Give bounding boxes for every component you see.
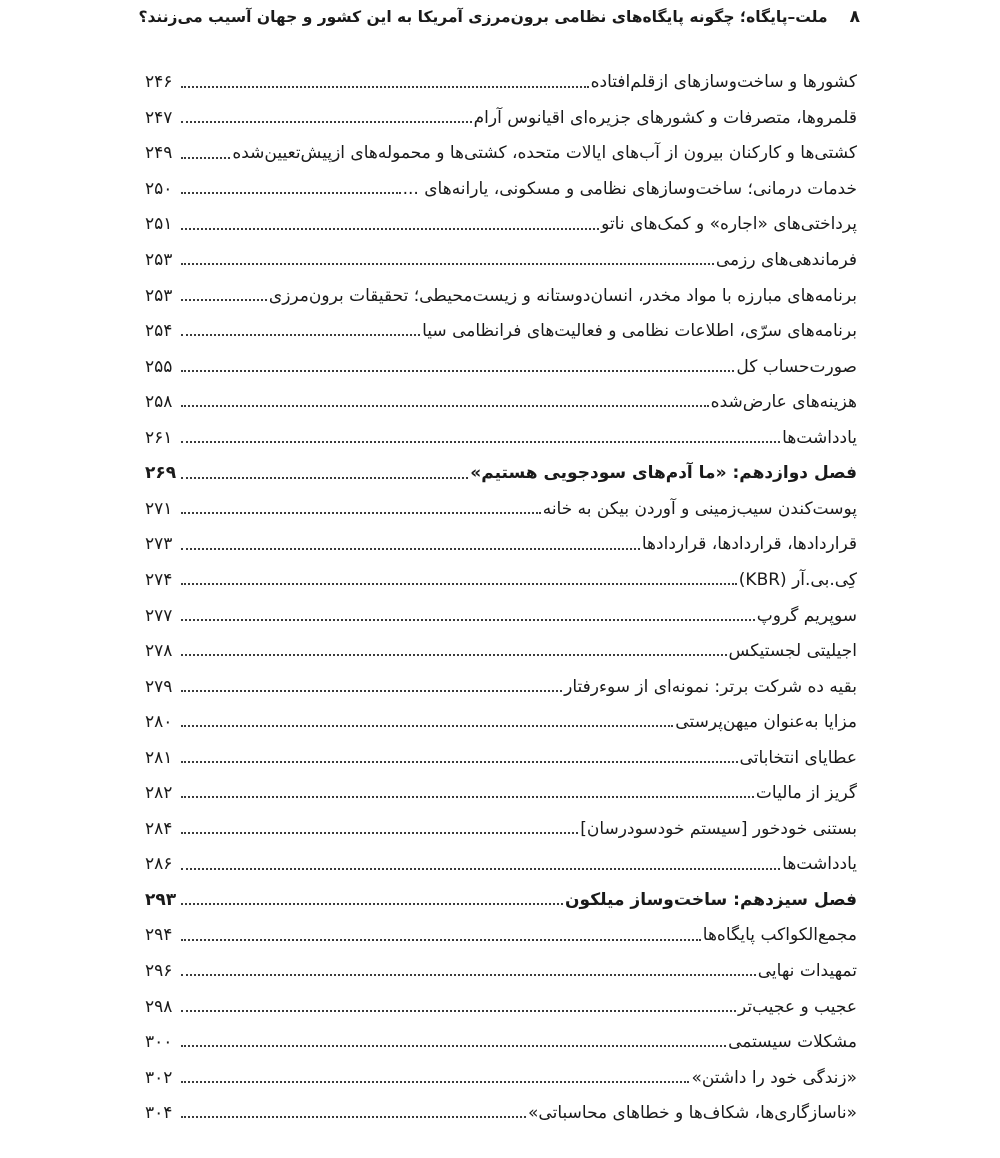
dot-leader: [181, 192, 401, 194]
toc-entry: [145, 733, 857, 769]
dot-leader: [181, 619, 755, 621]
toc-entry-title: اجیلیتی لجستیکس: [728, 641, 857, 662]
toc-entry-title: کشورها و ساخت‌وسازهای ازقلم‌افتاده: [590, 72, 857, 93]
toc-entry-title: صورت‌حساب کل: [736, 356, 857, 377]
dot-leader: [181, 334, 420, 336]
dot-leader: [181, 1116, 526, 1118]
toc-entry: [145, 58, 857, 94]
toc-entry: [145, 236, 857, 272]
dot-leader: [181, 583, 737, 585]
toc-entry: [145, 804, 857, 840]
toc-entry-page: ۲۷۳: [145, 534, 173, 555]
toc-entry: [145, 165, 857, 201]
dot-leader: [181, 1081, 689, 1083]
toc-entry-title: بستنی خودخور [سیستم خودسودرسان]: [580, 818, 857, 839]
dot-leader: [181, 263, 714, 265]
dot-leader: [181, 725, 673, 727]
toc-entry-page: ۲۷۷: [145, 605, 173, 626]
dot-leader: [181, 370, 734, 372]
dot-leader: [181, 1045, 726, 1047]
toc-entry-page: ۲۸۰: [145, 712, 173, 733]
toc-entry-title: عجیب و عجیب‌تر: [737, 996, 857, 1017]
toc-entry-page: ۲۴۹: [145, 143, 173, 164]
running-header: [138, 2, 860, 32]
toc-entry-page: ۲۵۰: [145, 178, 173, 199]
toc-entry-title: فصل سیزدهم: ساخت‌وساز میلکون: [565, 889, 857, 910]
toc-entry: [145, 591, 857, 627]
toc-entry-page: ۲۷۹: [145, 676, 173, 697]
toc-entry-title: قلمروها، متصرفات و کشورهای جزیره‌ای اقیانوس آرام: [473, 107, 857, 128]
toc-entry: [145, 698, 857, 734]
dot-leader: [181, 868, 780, 870]
toc-entry: [145, 556, 857, 592]
toc-entry: [145, 485, 857, 521]
dot-leader: [181, 228, 599, 230]
toc-entry-title: گریز از مالیات: [755, 783, 857, 804]
toc-entry: [145, 94, 857, 130]
dot-leader: [181, 157, 230, 159]
toc-entry-title: تمهیدات نهایی: [757, 960, 857, 981]
toc-entry-title: بقیه ده شرکت برتر: نمونه‌ای از سوءرفتار: [564, 676, 857, 697]
dot-leader: [181, 548, 640, 550]
dot-leader: [181, 299, 267, 301]
toc-entry-title: برنامه‌های سرّی، اطلاعات نظامی و فعالیت‌های فرانظامی سیا: [422, 321, 857, 342]
dot-leader: [181, 1010, 736, 1012]
toc-entry-title: مشکلات سیستمی: [728, 1032, 857, 1053]
toc-entry-title: کِی.بی.آر (KBR): [738, 569, 857, 590]
toc-entry-title: کشتی‌ها و کارکنان بیرون از آب‌های ایالات متحده، کشتی‌ها و محموله‌های ازپیش‌تعیین‌شده: [232, 143, 857, 164]
toc-entry-title: «زندگی خود را داشتن»: [691, 1067, 857, 1088]
toc-entry: [145, 307, 857, 343]
toc-entry-title: عطایای انتخاباتی: [739, 747, 857, 768]
toc-entry-title: پوست‌کندن سیب‌زمینی و آوردن بیکن به خانه: [542, 498, 857, 519]
dot-leader: [181, 86, 589, 88]
toc-chapter-entry: [145, 876, 857, 912]
toc-entry-page: ۲۸۴: [145, 818, 173, 839]
toc-entry-title: مزایا به‌عنوان میهن‌پرستی: [675, 712, 857, 733]
toc-entry-page: ۲۴۷: [145, 107, 173, 128]
dot-leader: [181, 796, 754, 798]
toc-entry: [145, 129, 857, 165]
dot-leader: [181, 405, 709, 407]
dot-leader: [181, 832, 578, 834]
toc-entry: [145, 769, 857, 805]
toc-entry-title: «ناسازگاری‌ها، شکاف‌ها و خطاهای محاسباتی»: [528, 1103, 857, 1124]
toc-entry: [145, 982, 857, 1018]
toc-entry-title: پرداختی‌های «اجاره» و کمک‌های ناتو: [601, 214, 857, 235]
toc-entry: [145, 342, 857, 378]
toc-entry: [145, 627, 857, 663]
toc-entry: [145, 947, 857, 983]
toc-entry-page: ۲۷۴: [145, 569, 173, 590]
dot-leader: [181, 121, 472, 123]
toc-entry: [145, 840, 857, 876]
running-title: ملت–پایگاه؛ چگونه پایگاه‌های نظامی برون‌مرزی آمریکا به این کشور و جهان آسیب می‌زنند؟: [138, 8, 828, 26]
toc-chapter-entry: [145, 449, 857, 485]
dot-leader: [181, 441, 780, 443]
dot-leader: [181, 654, 727, 656]
dot-leader: [181, 690, 562, 692]
toc-entry-title: هزینه‌های عارض‌شده: [710, 392, 857, 413]
dot-leader: [181, 939, 701, 941]
toc-entry-title: فصل دوازدهم: «ما آدم‌های سودجویی هستیم»: [470, 463, 857, 484]
toc-entry-page: ۲۷۱: [145, 498, 173, 519]
toc-entry-title: یادداشت‌ها: [782, 854, 857, 875]
toc-entry: [145, 200, 857, 236]
toc-entry-page: ۳۰۰: [145, 1032, 173, 1053]
toc-entry-page: ۲۹۳: [145, 889, 177, 910]
toc-entry-page: ۲۸۶: [145, 854, 173, 875]
toc-entry-page: ۲۹۶: [145, 960, 173, 981]
toc-entry: [145, 1053, 857, 1089]
page-number: ۸: [849, 7, 860, 27]
toc-entry-title: برنامه‌های مبارزه با مواد مخدر، انسان‌دوستانه و زیست‌محیطی؛ تحقیقات برون‌مرزی: [268, 285, 857, 306]
dot-leader: [181, 761, 738, 763]
toc-entry-title: قراردادها، قراردادها، قراردادها: [641, 534, 857, 555]
toc-entry-page: ۳۰۴: [145, 1103, 173, 1124]
toc-entry-title: سوپریم گروپ: [756, 605, 857, 626]
toc-entry: [145, 911, 857, 947]
toc-entry-title: یادداشت‌ها: [782, 427, 857, 448]
toc-entry-page: ۲۸۲: [145, 783, 173, 804]
toc-entry-page: ۲۷۸: [145, 641, 173, 662]
toc-entry-page: ۲۶۹: [145, 463, 177, 484]
toc-entry-page: ۳۰۲: [145, 1067, 173, 1088]
toc-entry-page: ۲۴۶: [145, 72, 173, 93]
toc-entry-page: ۲۵۵: [145, 356, 173, 377]
toc-entry-page: ۲۵۳: [145, 285, 173, 306]
toc-entry: [145, 413, 857, 449]
toc-entry-page: ۲۵۴: [145, 321, 173, 342]
toc-entry-title: مجمع‌الکواکب پایگاه‌ها: [702, 925, 857, 946]
toc-entry: [145, 520, 857, 556]
toc-entry-title: خدمات درمانی؛ ساخت‌وسازهای نظامی و مسکونی، یارانه‌های ...: [402, 178, 857, 199]
toc-entry: [145, 271, 857, 307]
toc-entry-page: ۲۵۳: [145, 250, 173, 271]
toc-entry-page: ۲۹۸: [145, 996, 173, 1017]
toc-entry: [145, 1018, 857, 1054]
toc-entry-page: ۲۵۱: [145, 214, 173, 235]
toc-entry-title: فرماندهی‌های رزمی: [715, 250, 857, 271]
toc-entry-page: ۲۹۴: [145, 925, 173, 946]
dot-leader: [181, 512, 541, 514]
dot-leader: [181, 477, 468, 479]
toc-entry: [145, 378, 857, 414]
toc-entry: [145, 662, 857, 698]
toc-entry-page: ۲۵۸: [145, 392, 173, 413]
dot-leader: [181, 974, 756, 976]
toc-entry-page: ۲۸۱: [145, 747, 173, 768]
dot-leader: [181, 903, 563, 905]
toc-entry: [145, 1089, 857, 1125]
toc-entry-page: ۲۶۱: [145, 427, 173, 448]
table-of-contents: [145, 58, 857, 1124]
